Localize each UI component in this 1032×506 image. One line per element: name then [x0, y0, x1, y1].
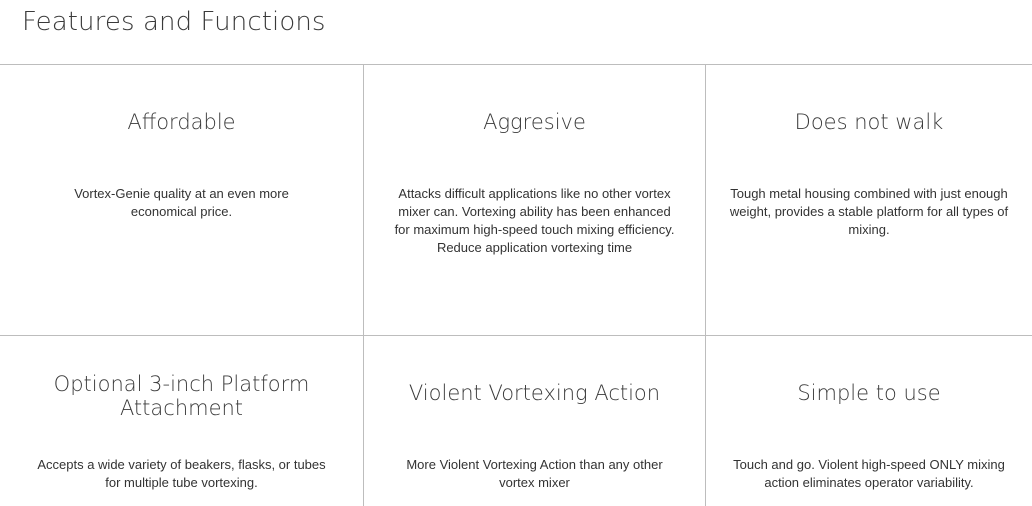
feature-description: Attacks difficult applications like no other vortex mixer can. Vortexing ability has been enhanced for maximum high-speed touch mixing efficiency. Reduce application vortexing time	[394, 186, 675, 255]
feature-card-aggresive	[363, 65, 705, 336]
page-title: Features and Functions	[22, 7, 326, 37]
feature-title: Violent Vortexing Action	[408, 381, 661, 405]
feature-title: Aggresive	[483, 110, 586, 134]
feature-card-platform-attachment	[0, 336, 363, 506]
feature-card-violent-vortexing	[363, 336, 705, 506]
feature-description: Accepts a wide variety of beakers, flasks, or tubes for multiple tube vortexing.	[37, 457, 326, 490]
feature-description: Touch and go. Violent high-speed ONLY mixing action eliminates operator variability.	[733, 457, 1005, 490]
feature-card-does-not-walk	[705, 65, 1032, 336]
feature-title: Affordable	[127, 110, 236, 134]
feature-card-affordable	[0, 65, 363, 336]
features-grid	[0, 64, 1032, 505]
feature-title: Does not walk	[794, 110, 944, 134]
feature-card-simple-to-use	[705, 336, 1032, 506]
feature-description: More Violent Vortexing Action than any other vortex mixer	[406, 457, 663, 490]
feature-title: Simple to use	[797, 381, 941, 405]
feature-title: Optional 3-inch Platform Attachment	[53, 372, 310, 420]
feature-description: Tough metal housing combined with just enough weight, provides a stable platform for all types of mixing.	[729, 186, 1009, 237]
feature-description: Vortex-Genie quality at an even more economical price.	[74, 186, 289, 219]
